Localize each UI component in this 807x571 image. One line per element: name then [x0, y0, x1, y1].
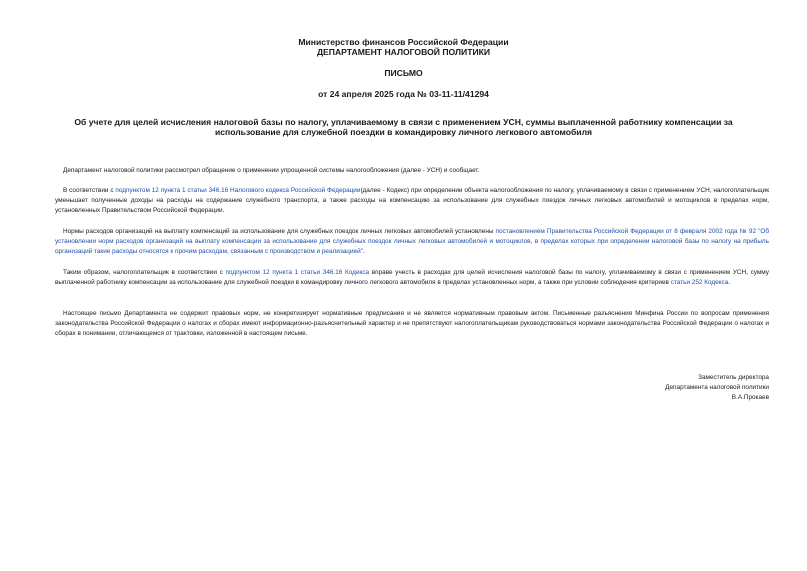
document-type: ПИСЬМО — [384, 68, 423, 78]
paragraph-4-text-middle: вправе учесть в расходах для целей исчисления налоговой базы по налогу, уплачиваемому в связи с применением УСН, сумму выплаченной работнику компенсации за использование для служебной поездки в командировку личного легкового автомобиля в пределах установленных норм, а также при условии соблюдения критериев — [55, 269, 769, 286]
paragraph-3-text-end: . — [362, 248, 365, 255]
document-title-line-2: использование для служебной поездки в командировку личного легкового автомобиля — [214, 127, 593, 137]
paragraph-5 — [55, 309, 769, 339]
paragraph-4-text-end: . — [728, 279, 731, 286]
link-government-resolution-92[interactable]: постановлением Правительства Российской Федерации от 8 февраля 2002 года № 92 "Об установлении норм расходов организаций на выплату компенсации за использование для служебных поездок личных легковых автомобилей и мотоциклов, в пределах которых при определении налоговой базы по налогу на прибыль организаций такие расходы относятся к прочим расходам, связанным с производством и реализацией" — [55, 228, 769, 255]
paragraph-2-text-end: (далее - Кодекс) при определении объекта налогообложения по налогу, уплачиваемому в связи с применением УСН, налогоплательщик уменьшает полученные доходы на расходы на содержание служебного транспорта, а также расходы на компенсацию за использование для служебных поездок личных легковых автомобилей и мотоциклов в пределах норм, установленных Правительством Российской Федерации. — [55, 187, 769, 214]
link-code-article-252[interactable]: статьи 252 Кодекса — [670, 279, 729, 286]
link-code-article-346-16[interactable]: подпунктом 12 пункта 1 статьи 346.16 Кодекса — [225, 269, 370, 276]
ministry-name: Министерство финансов Российской Федерации — [298, 37, 509, 47]
document-date-number: от 24 апреля 2025 года № 03-11-11/41294 — [318, 89, 489, 99]
signatory-department: Департамента налоговой политики — [665, 384, 769, 391]
department-name: ДЕПАРТАМЕНТ НАЛОГОВОЙ ПОЛИТИКИ — [316, 47, 491, 57]
signatory-name: В.А.Прокаев — [731, 394, 769, 401]
document-title-line-1: Об учете для целей исчисления налоговой базы по налогу, уплачиваемому в связи с применением УСН, суммы выплаченной работнику компенсации за — [74, 117, 733, 127]
paragraph-5-text: Настоящее письмо Департамента не содержит правовых норм, не конкретизирует нормативные предписания и не является нормативным правовым актом. Письменные разъяснения Минфина России по вопросам применения законодательства Российской Федерации о налогах и сборах имеют информационно-разъяснительный характер и не препятствуют налогоплательщикам руководствоваться нормами законодательства Российской Федерации о налогах и сборах в понимании, отличающемся от трактовки, изложенной в настоящем письме. — [55, 310, 769, 337]
paragraph-1 — [55, 166, 769, 176]
paragraph-1-text: Департамент налоговой политики рассмотрел обращение о применении упрощенной системы налогообложения (далее - УСН) и сообщает. — [63, 167, 480, 174]
signatory-position: Заместитель директора — [698, 374, 769, 381]
paragraph-3-text-start: Нормы расходов организаций на выплату компенсаций за использование для служебных поездок личных легковых автомобилей установлены — [63, 228, 496, 235]
paragraph-4-text-start: Таким образом, налогоплательщик в соответствии с — [63, 269, 226, 276]
paragraph-2 — [55, 186, 769, 216]
link-tax-code-article-346-16[interactable]: подпунктом 12 пункта 1 статьи 346.16 Налогового кодекса Российской Федерации — [115, 187, 361, 194]
paragraph-3 — [55, 227, 769, 257]
paragraph-4 — [55, 268, 769, 288]
paragraph-2-text-start: В соответствии с — [63, 187, 116, 194]
